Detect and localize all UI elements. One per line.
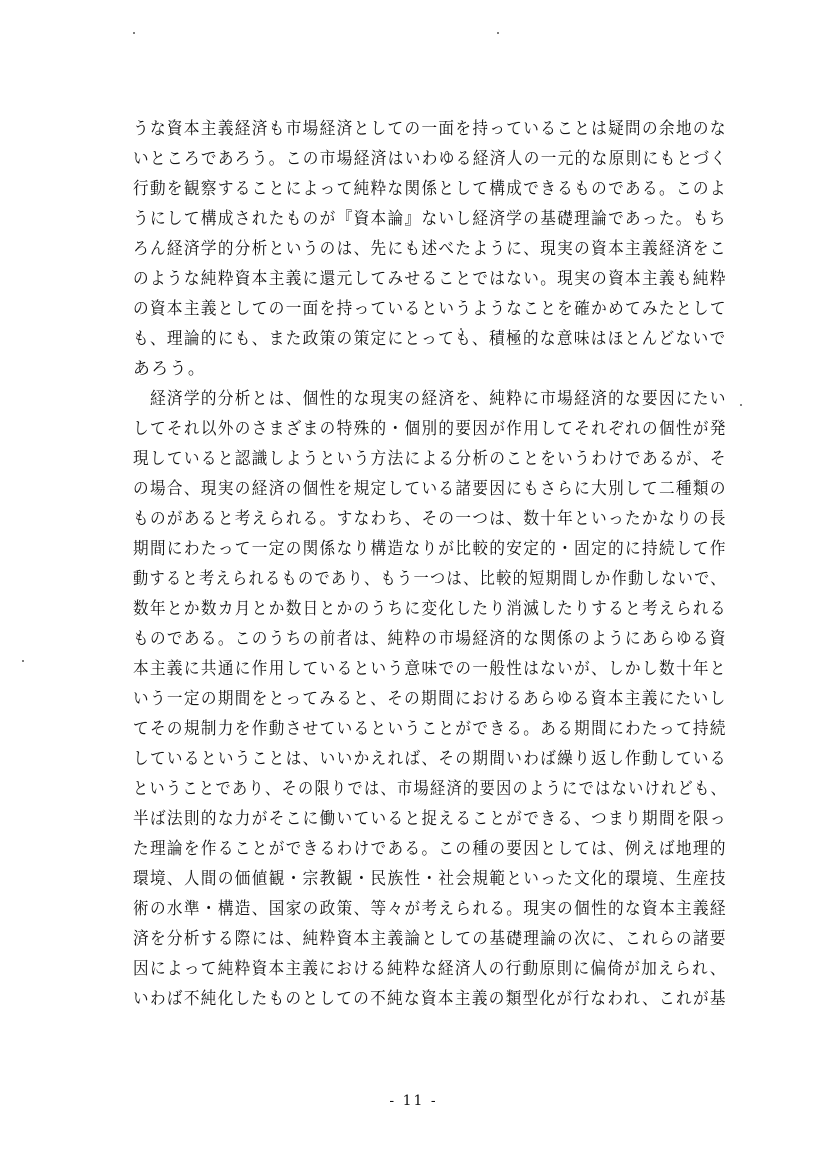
scan-speck [133, 32, 135, 34]
text-line: の資本主義としての一面を持っているというようなことを確かめてみたとして [133, 298, 727, 318]
text-line: 術の水準・構造、国家の政策、等々が考えられる。現実の個性的な資本主義経 [133, 898, 727, 918]
paragraph-1 [133, 113, 727, 383]
text-line: してそれ以外のさまざまの特殊的・個別的要因が作用してそれぞれの個性が発 [133, 418, 727, 438]
text-line: 期間にわたって一定の関係なり構造なりが比較的安定的・固定的に持続して作 [133, 538, 727, 558]
text-line: 動すると考えられるものであり、もう一つは、比較的短期間しか作動しないで、 [133, 568, 727, 588]
text-line: しているということは、いいかえれば、その期間いわば繰り返し作動している [133, 748, 727, 768]
text-line: ろん経済学的分析というのは、先にも述べたように、現実の資本主義経済をこ [133, 238, 727, 258]
text-line: あろう。 [133, 358, 207, 378]
scan-speck [497, 32, 499, 34]
text-line: うな資本主義経済も市場経済としての一面を持っていることは疑問の余地のな [133, 118, 727, 138]
text-line: うにして構成されたものが『資本論』ないし経済学の基礎理論であった。もち [133, 208, 727, 228]
text-line: 数年とか数カ月とか数日とかのうちに変化したり消滅したりすると考えられる [133, 598, 727, 618]
paragraph-2 [133, 383, 727, 1013]
text-line: のような純粋資本主義に還元してみせることではない。現実の資本主義も純粋 [133, 268, 727, 288]
text-line: いところであろう。この市場経済はいわゆる経済人の一元的な原則にもとづく [133, 148, 728, 168]
text-line: ものがあると考えられる。すなわち、その一つは、数十年といったかなりの長 [133, 508, 727, 528]
body-text [133, 113, 727, 1013]
text-line: 環境、人間の価値観・宗教観・民族性・社会規範といった文化的環境、生産技 [133, 868, 727, 888]
scan-speck [22, 660, 24, 662]
page-number: - 11 - [389, 1093, 438, 1109]
text-line: ということであり、その限りでは、市場経済的要因のようにではないけれども、 [133, 778, 728, 798]
text-line: 因によって純粋資本主義における純粋な経済人の行動原則に偏倚が加えられ、 [133, 958, 727, 978]
text-line: 行動を観察することによって純粋な関係として構成できるものである。このよ [133, 178, 727, 198]
text-line: 済を分析する際には、純粋資本主義論としての基礎理論の次に、これらの諸要 [133, 928, 727, 948]
text-line: の場合、現実の経済の個性を規定している諸要因にもさらに大別して二種類の [133, 478, 727, 498]
text-line: も、理論的にも、また政策の策定にとっても、積極的な意味はほとんどないで [133, 328, 727, 348]
text-line: 現していると認識しようという方法による分析のことをいうわけであるが、そ [133, 448, 727, 468]
scan-speck [740, 404, 742, 406]
text-line: た理論を作ることができるわけである。この種の要因としては、例えば地理的 [133, 838, 727, 858]
text-line: 半ば法則的な力がそこに働いていると捉えることができる、つまり期間を限っ [133, 808, 727, 828]
text-line: ものである。このうちの前者は、純粋の市場経済的な関係のようにあらゆる資 [133, 628, 727, 648]
text-line: てその規制力を作動させているということができる。ある期間にわたって持続 [133, 718, 727, 738]
text-line: いう一定の期間をとってみると、その期間におけるあらゆる資本主義にたいし [133, 688, 727, 708]
text-line: いわば不純化したものとしての不純な資本主義の類型化が行なわれ、これが基 [133, 988, 727, 1008]
text-line: 経済学的分析とは、個性的な現実の経済を、純粋に市場経済的な要因にたい [133, 388, 727, 408]
text-line: 本主義に共通に作用しているという意味での一般性はないが、しかし数十年と [133, 658, 727, 678]
